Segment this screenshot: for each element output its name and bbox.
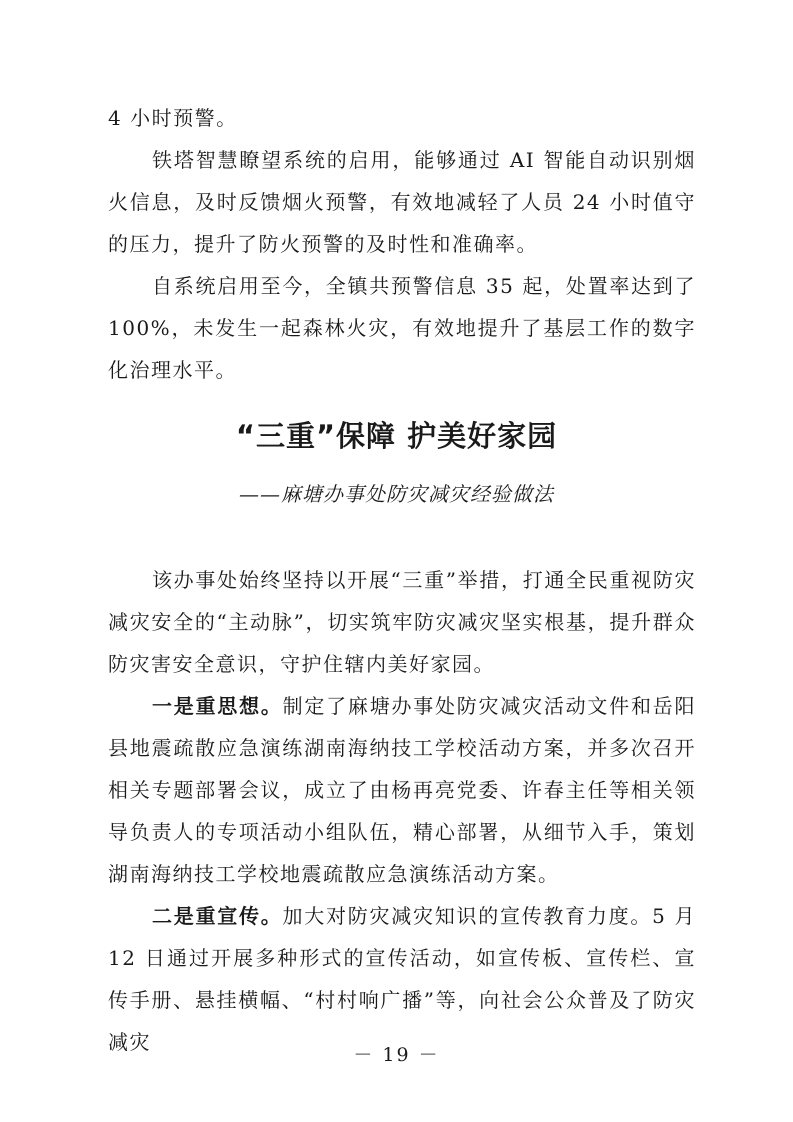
intro-paragraph: 该办事处始终坚持以开展“三重”举措，打通全民重视防灾减灾安全的“主动脉”，切实筑牢防灾减灾坚实根基，提升群众防灾害安全意识，守护住辖内美好家园。 <box>108 568 696 676</box>
page-number: － 19 － <box>353 1044 440 1066</box>
point-1-body: 制定了麻塘办事处防灾减灾活动文件和岳阳县地震疏散应急演练湖南海纳技工学校活动方案，并多次召开相关专题部署会议，成立了由杨再亮党委、许春主任等相关领导负责人的专项活动小组队伍，精心部署，从细节入手，策划湖南海纳技工学校地震疏散应急演练活动方案。 <box>108 694 696 886</box>
point-2-paragraph <box>108 895 696 1063</box>
continuation-paragraph-1: 4 小时预警。 <box>108 106 238 130</box>
point-2-lead: 二是重宣传。 <box>152 904 283 928</box>
section-subtitle: ——麻塘办事处防灾减灾经验做法 <box>239 482 554 506</box>
point-1-lead: 一是重思想。 <box>152 694 283 718</box>
continuation-paragraph-3: 自系统启用至今，全镇共预警信息 35 起，处置率达到了 100%，未发生一起森林火灾，有效地提升了基层工作的数字化治理水平。 <box>108 274 696 382</box>
point-2-body: 加大对防灾减灾知识的宣传教育力度。5 月 12 日通过开展多种形式的宣传活动，如宣传板、宣传栏、宣传手册、悬挂横幅、“村村响广播”等，向社会公众普及了防灾减灾 <box>108 904 696 1054</box>
continuation-paragraph-2: 铁塔智慧瞭望系统的启用，能够通过 AI 智能自动识别烟火信息，及时反馈烟火预警，有效地减轻了人员 24 小时值守的压力，提升了防火预警的及时性和准确率。 <box>108 148 696 256</box>
section-title: “三重”保障 护美好家园 <box>235 419 558 453</box>
point-1-paragraph <box>108 685 696 895</box>
